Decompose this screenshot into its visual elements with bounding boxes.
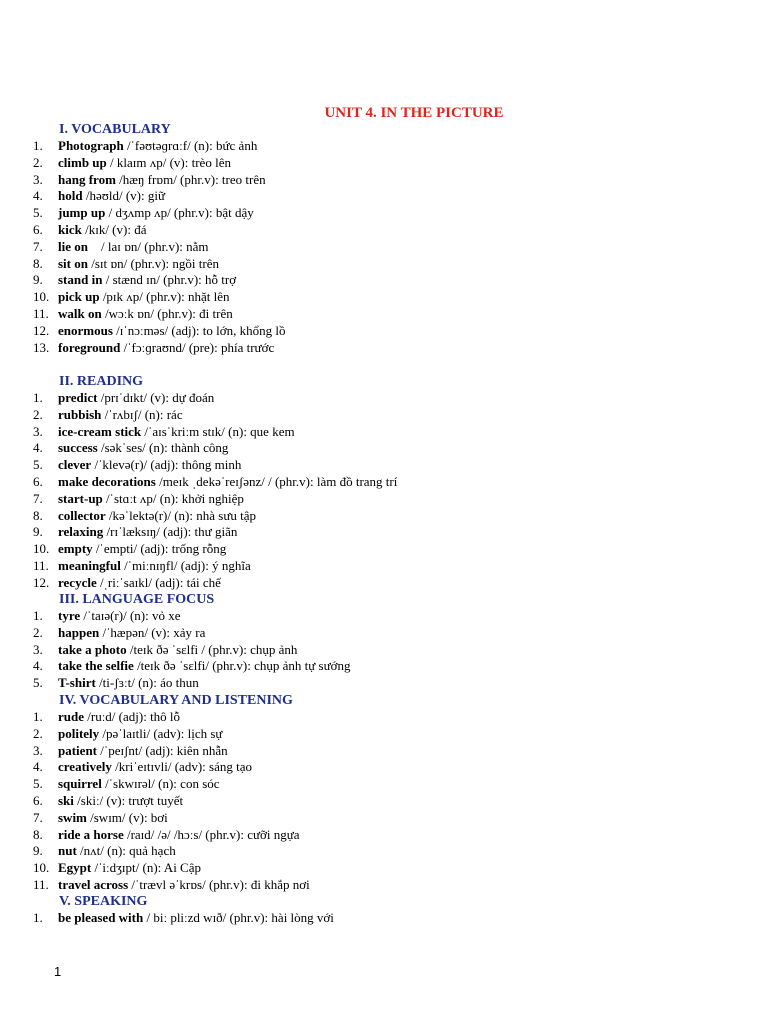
entry-number: 2. xyxy=(33,725,43,741)
vocabulary-entry xyxy=(0,524,768,541)
entry-number: 12. xyxy=(33,574,50,590)
entry-definition: /teɪk ðə ˈsɛlfi/ (phr.v): chụp ảnh tự sướng xyxy=(133,658,351,674)
vocabulary-entry xyxy=(0,407,768,424)
entry-body xyxy=(58,658,351,675)
entry-definition: / biː pliːzd wɪð/ (phr.v): hài lòng với xyxy=(143,910,334,925)
vocabulary-entry xyxy=(0,843,768,860)
entry-number: 9. xyxy=(33,524,43,540)
entry-definition: /ˈempti/ (adj): trống rỗng xyxy=(92,541,227,557)
entry-word: pick up xyxy=(58,289,100,305)
entry-word: happen xyxy=(58,624,100,640)
entry-number: 5. xyxy=(33,776,43,792)
entry-word: ski xyxy=(58,792,74,808)
entry-word: rubbish xyxy=(58,406,102,422)
vocabulary-entry xyxy=(0,558,768,575)
entry-definition: /ti-ʃɜːt/ (n): áo thun xyxy=(95,675,199,691)
entry-word: be pleased with xyxy=(58,910,144,925)
vocabulary-entry xyxy=(0,457,768,474)
entry-definition: / dʒʌmp ʌp/ (phr.v): bật dậy xyxy=(105,205,254,221)
entry-number: 8. xyxy=(33,507,43,523)
entry-body xyxy=(58,810,168,827)
entry-body xyxy=(58,272,236,289)
entry-body xyxy=(58,541,226,558)
entry-definition: /wɔːk ɒn/ (phr.v): đi trên xyxy=(101,305,233,321)
entry-number: 8. xyxy=(33,255,43,271)
entry-number: 9. xyxy=(33,272,43,288)
entry-number: 4. xyxy=(33,658,43,674)
entry-body xyxy=(58,256,219,273)
entry-definition: /nʌt/ (n): quả hạch xyxy=(76,843,176,859)
entry-number: 6. xyxy=(33,221,43,237)
entry-number: 11. xyxy=(33,876,49,892)
vocabulary-entry xyxy=(0,709,768,726)
entry-number: 12. xyxy=(33,322,50,338)
entry-body xyxy=(58,759,252,776)
entry-body xyxy=(58,424,295,441)
entry-word: start-up xyxy=(58,490,103,506)
entry-word: take a photo xyxy=(58,641,127,657)
vocabulary-entry xyxy=(0,323,768,340)
entry-number: 10. xyxy=(33,860,50,876)
entry-number: 9. xyxy=(33,843,43,859)
entry-body xyxy=(58,726,222,743)
entry-word: lie on xyxy=(58,238,88,254)
entry-number: 10. xyxy=(33,289,50,305)
vocabulary-entry xyxy=(0,860,768,877)
entry-number: 4. xyxy=(33,188,43,204)
entry-body xyxy=(58,205,254,222)
section-heading: II. READING xyxy=(59,374,144,389)
section-heading: IV. VOCABULARY AND LISTENING xyxy=(59,693,293,708)
entry-definition: /kəˈlektə(r)/ (n): nhà sưu tập xyxy=(105,507,256,523)
entry-number: 1. xyxy=(33,709,43,724)
entry-word: collector xyxy=(58,507,106,523)
entry-word: walk on xyxy=(58,305,102,321)
entry-number: 1. xyxy=(33,390,43,405)
entry-number: 3. xyxy=(33,423,43,439)
entry-definition: /həʊld/ (v): giữ xyxy=(82,188,165,204)
entry-definition: / stænd ɪn/ (phr.v): hỗ trợ xyxy=(102,272,237,288)
entry-number: 1. xyxy=(33,608,43,623)
entry-definition: /ˈhæpən/ (v): xảy ra xyxy=(99,624,206,640)
vocabulary-entry xyxy=(0,289,768,306)
entry-word: Egypt xyxy=(58,860,92,876)
entry-definition: /swɪm/ (v): bơi xyxy=(86,809,168,825)
entry-word: hang from xyxy=(58,171,116,187)
entry-word: nut xyxy=(58,843,77,859)
section xyxy=(0,373,768,592)
entry-number: 5. xyxy=(33,675,43,691)
entry-definition: / klaɪm ʌp/ (v): trèo lên xyxy=(106,154,231,170)
entry-body xyxy=(58,642,297,659)
section xyxy=(0,591,768,692)
entry-number: 6. xyxy=(33,792,43,808)
entry-body xyxy=(58,608,180,625)
entry-definition: /hæŋ frɒm/ (phr.v): treo trên xyxy=(115,171,266,187)
entry-body xyxy=(58,910,334,927)
entry-word: tyre xyxy=(58,608,81,623)
entry-number: 2. xyxy=(33,624,43,640)
vocabulary-entry xyxy=(0,625,768,642)
entry-word: meaningful xyxy=(58,557,121,573)
entry-body xyxy=(58,793,183,810)
entry-body xyxy=(58,776,220,793)
entry-word: take the selfie xyxy=(58,658,134,674)
vocabulary-entry xyxy=(0,726,768,743)
entry-body xyxy=(58,675,199,692)
entry-number: 4. xyxy=(33,759,43,775)
entry-body xyxy=(58,155,231,172)
vocabulary-entry xyxy=(0,138,768,155)
vocabulary-entry xyxy=(0,877,768,894)
entry-word: stand in xyxy=(58,272,103,288)
entry-number: 11. xyxy=(33,305,49,321)
unit-title: UNIT 4. IN THE PICTURE xyxy=(324,105,504,121)
vocabulary-entry xyxy=(0,239,768,256)
entry-definition: /ˈrʌbɪʃ/ (n): rác xyxy=(101,406,183,422)
entry-number: 11. xyxy=(33,557,49,573)
entry-definition: /sɪt ɒn/ (phr.v): ngồi trên xyxy=(87,255,219,271)
entry-number: 5. xyxy=(33,457,43,473)
entry-word: empty xyxy=(58,541,93,557)
entry-definition: /ˈskwɪrəl/ (n): con sóc xyxy=(101,776,220,792)
entry-body xyxy=(58,625,205,642)
entry-word: creatively xyxy=(58,759,112,775)
entry-word: Photograph xyxy=(58,138,124,153)
entry-word: enormous xyxy=(58,322,113,338)
vocabulary-entry xyxy=(0,424,768,441)
entry-body xyxy=(58,188,165,205)
entry-word: rude xyxy=(58,709,84,724)
entry-body xyxy=(58,306,233,323)
entry-body xyxy=(58,440,228,457)
entry-definition: /səkˈses/ (n): thành công xyxy=(97,440,229,456)
entry-body xyxy=(58,222,146,239)
entry-definition: /ˈstɑːt ʌp/ (n): khởi nghiệp xyxy=(102,490,244,506)
vocabulary-entry xyxy=(0,675,768,692)
entry-number: 1. xyxy=(33,910,43,925)
entry-body xyxy=(58,709,180,726)
vocabulary-entry xyxy=(0,222,768,239)
entry-definition: /ˈaɪsˈkriːm stɪk/ (n): que kem xyxy=(141,423,295,439)
entry-number: 4. xyxy=(33,440,43,456)
vocabulary-entry xyxy=(0,306,768,323)
entry-word: make decorations xyxy=(58,473,156,489)
vocabulary-entry xyxy=(0,390,768,407)
entry-body xyxy=(58,827,300,844)
entry-body xyxy=(58,860,201,877)
vocabulary-entry xyxy=(0,272,768,289)
entry-number: 3. xyxy=(33,641,43,657)
entry-word: ice-cream stick xyxy=(58,423,142,439)
entry-definition: /ˈtaɪə(r)/ (n): vỏ xe xyxy=(80,608,181,623)
vocabulary-entry xyxy=(0,256,768,273)
entry-number: 7. xyxy=(33,238,43,254)
entry-number: 6. xyxy=(33,473,43,489)
entry-body xyxy=(58,558,251,575)
entry-word: kick xyxy=(58,221,82,237)
entry-definition: /meɪk ˌdekəˈreɪʃənz/ / (phr.v): làm đồ trang trí xyxy=(155,473,398,489)
entry-definition: /ˈtrævl əˈkrɒs/ (phr.v): đi khắp nơi xyxy=(128,876,310,892)
entry-definition: /kriˈeɪtɪvli/ (adv): sáng tạo xyxy=(111,759,252,775)
entry-body xyxy=(58,743,228,760)
entry-definition: /ˈfəʊtəɡrɑːf/ (n): bức ảnh xyxy=(123,138,258,153)
entry-body xyxy=(58,340,274,357)
entry-definition: /ɪˈnɔːməs/ (adj): to lớn, khổng lồ xyxy=(112,322,286,338)
entry-word: ride a horse xyxy=(58,826,124,842)
entry-number: 1. xyxy=(33,138,43,153)
entry-number: 10. xyxy=(33,541,50,557)
entry-word: jump up xyxy=(58,205,106,221)
page-number: 1 xyxy=(54,964,62,979)
vocabulary-entry xyxy=(0,810,768,827)
vocabulary-entry xyxy=(0,541,768,558)
entry-word: predict xyxy=(58,390,98,405)
vocabulary-entry xyxy=(0,340,768,357)
vocabulary-entry xyxy=(0,608,768,625)
entry-body xyxy=(58,877,310,894)
section xyxy=(0,893,768,927)
entry-body xyxy=(58,575,221,592)
entry-word: hold xyxy=(58,188,83,204)
section xyxy=(0,121,768,356)
entry-word: clever xyxy=(58,457,92,473)
entry-word: travel across xyxy=(58,876,129,892)
entry-number: 7. xyxy=(33,490,43,506)
entry-definition: /rɪˈlæksɪŋ/ (adj): thư giãn xyxy=(103,524,238,540)
vocabulary-entry xyxy=(0,743,768,760)
entry-number: 8. xyxy=(33,826,43,842)
section xyxy=(0,692,768,894)
entry-definition: /teɪk ðə ˈsɛlfi / (phr.v): chụp ảnh xyxy=(126,641,298,657)
section-heading: III. LANGUAGE FOCUS xyxy=(59,592,215,607)
section-heading: I. VOCABULARY xyxy=(59,122,171,137)
vocabulary-entry xyxy=(0,793,768,810)
entry-number: 13. xyxy=(33,339,50,355)
entry-body xyxy=(58,407,183,424)
entry-definition: /ˈpeɪʃnt/ (adj): kiên nhẫn xyxy=(97,742,228,758)
entry-word: recycle xyxy=(58,574,97,590)
entry-number: 2. xyxy=(33,406,43,422)
entry-definition: /ˌriːˈsaɪkl/ (adj): tái chế xyxy=(96,574,221,590)
vocabulary-entry xyxy=(0,759,768,776)
vocabulary-entry xyxy=(0,155,768,172)
entry-definition: /pəˈlaɪtli/ (adv): lịch sự xyxy=(99,725,223,741)
entry-number: 2. xyxy=(33,154,43,170)
entry-word: squirrel xyxy=(58,776,102,792)
vocabulary-entry xyxy=(0,776,768,793)
entry-definition: /raɪd/ /ə/ /hɔːs/ (phr.v): cưỡi ngựa xyxy=(123,826,300,842)
entry-word: patient xyxy=(58,742,97,758)
entry-number: 5. xyxy=(33,205,43,221)
entry-word: relaxing xyxy=(58,524,104,540)
vocabulary-entry xyxy=(0,910,768,927)
vocabulary-entry xyxy=(0,172,768,189)
entry-definition: /ruːd/ (adj): thô lỗ xyxy=(84,709,181,724)
entry-word: swim xyxy=(58,809,87,825)
vocabulary-entry xyxy=(0,642,768,659)
vocabulary-entry xyxy=(0,188,768,205)
entry-number: 7. xyxy=(33,809,43,825)
entry-word: foreground xyxy=(58,339,121,355)
entry-definition: /skiː/ (v): trượt tuyết xyxy=(73,792,184,808)
entry-body xyxy=(58,524,237,541)
entry-definition: / laɪ ɒn/ (phr.v): nằm xyxy=(87,238,209,254)
entry-body xyxy=(58,843,176,860)
entry-number: 3. xyxy=(33,171,43,187)
entry-definition: /kɪk/ (v): đá xyxy=(81,221,147,237)
entry-body xyxy=(58,289,230,306)
entry-word: T-shirt xyxy=(58,675,96,691)
entry-definition: /prɪˈdɪkt/ (v): dự đoán xyxy=(97,390,215,405)
entry-body xyxy=(58,508,256,525)
vocabulary-entry xyxy=(0,658,768,675)
entry-body xyxy=(58,239,209,256)
entry-word: climb up xyxy=(58,154,107,170)
vocabulary-entry xyxy=(0,491,768,508)
entry-body xyxy=(58,390,214,407)
vocabulary-entry xyxy=(0,508,768,525)
vocabulary-entry xyxy=(0,205,768,222)
vocabulary-entry xyxy=(0,440,768,457)
vocabulary-entry xyxy=(0,575,768,592)
vocabulary-entry xyxy=(0,827,768,844)
entry-body xyxy=(58,323,286,340)
entry-word: politely xyxy=(58,725,100,741)
entry-body xyxy=(58,457,241,474)
entry-body xyxy=(58,138,257,155)
entry-definition: /pɪk ʌp/ (phr.v): nhặt lên xyxy=(99,289,230,305)
entry-word: success xyxy=(58,440,98,456)
entry-definition: /ˈmiːnɪŋfl/ (adj): ý nghĩa xyxy=(120,557,251,573)
entry-body xyxy=(58,474,397,491)
entry-definition: /ˈklevə(r)/ (adj): thông minh xyxy=(91,457,242,473)
entry-number: 3. xyxy=(33,742,43,758)
entry-definition: /ˈfɔːɡraʊnd/ (pre): phía trước xyxy=(120,339,275,355)
entry-definition: /ˈiːdʒɪpt/ (n): Ai Cập xyxy=(91,860,201,876)
section-heading: V. SPEAKING xyxy=(59,894,148,909)
entry-body xyxy=(58,172,266,189)
entry-body xyxy=(58,491,244,508)
entry-word: sit on xyxy=(58,255,88,271)
vocabulary-entry xyxy=(0,474,768,491)
